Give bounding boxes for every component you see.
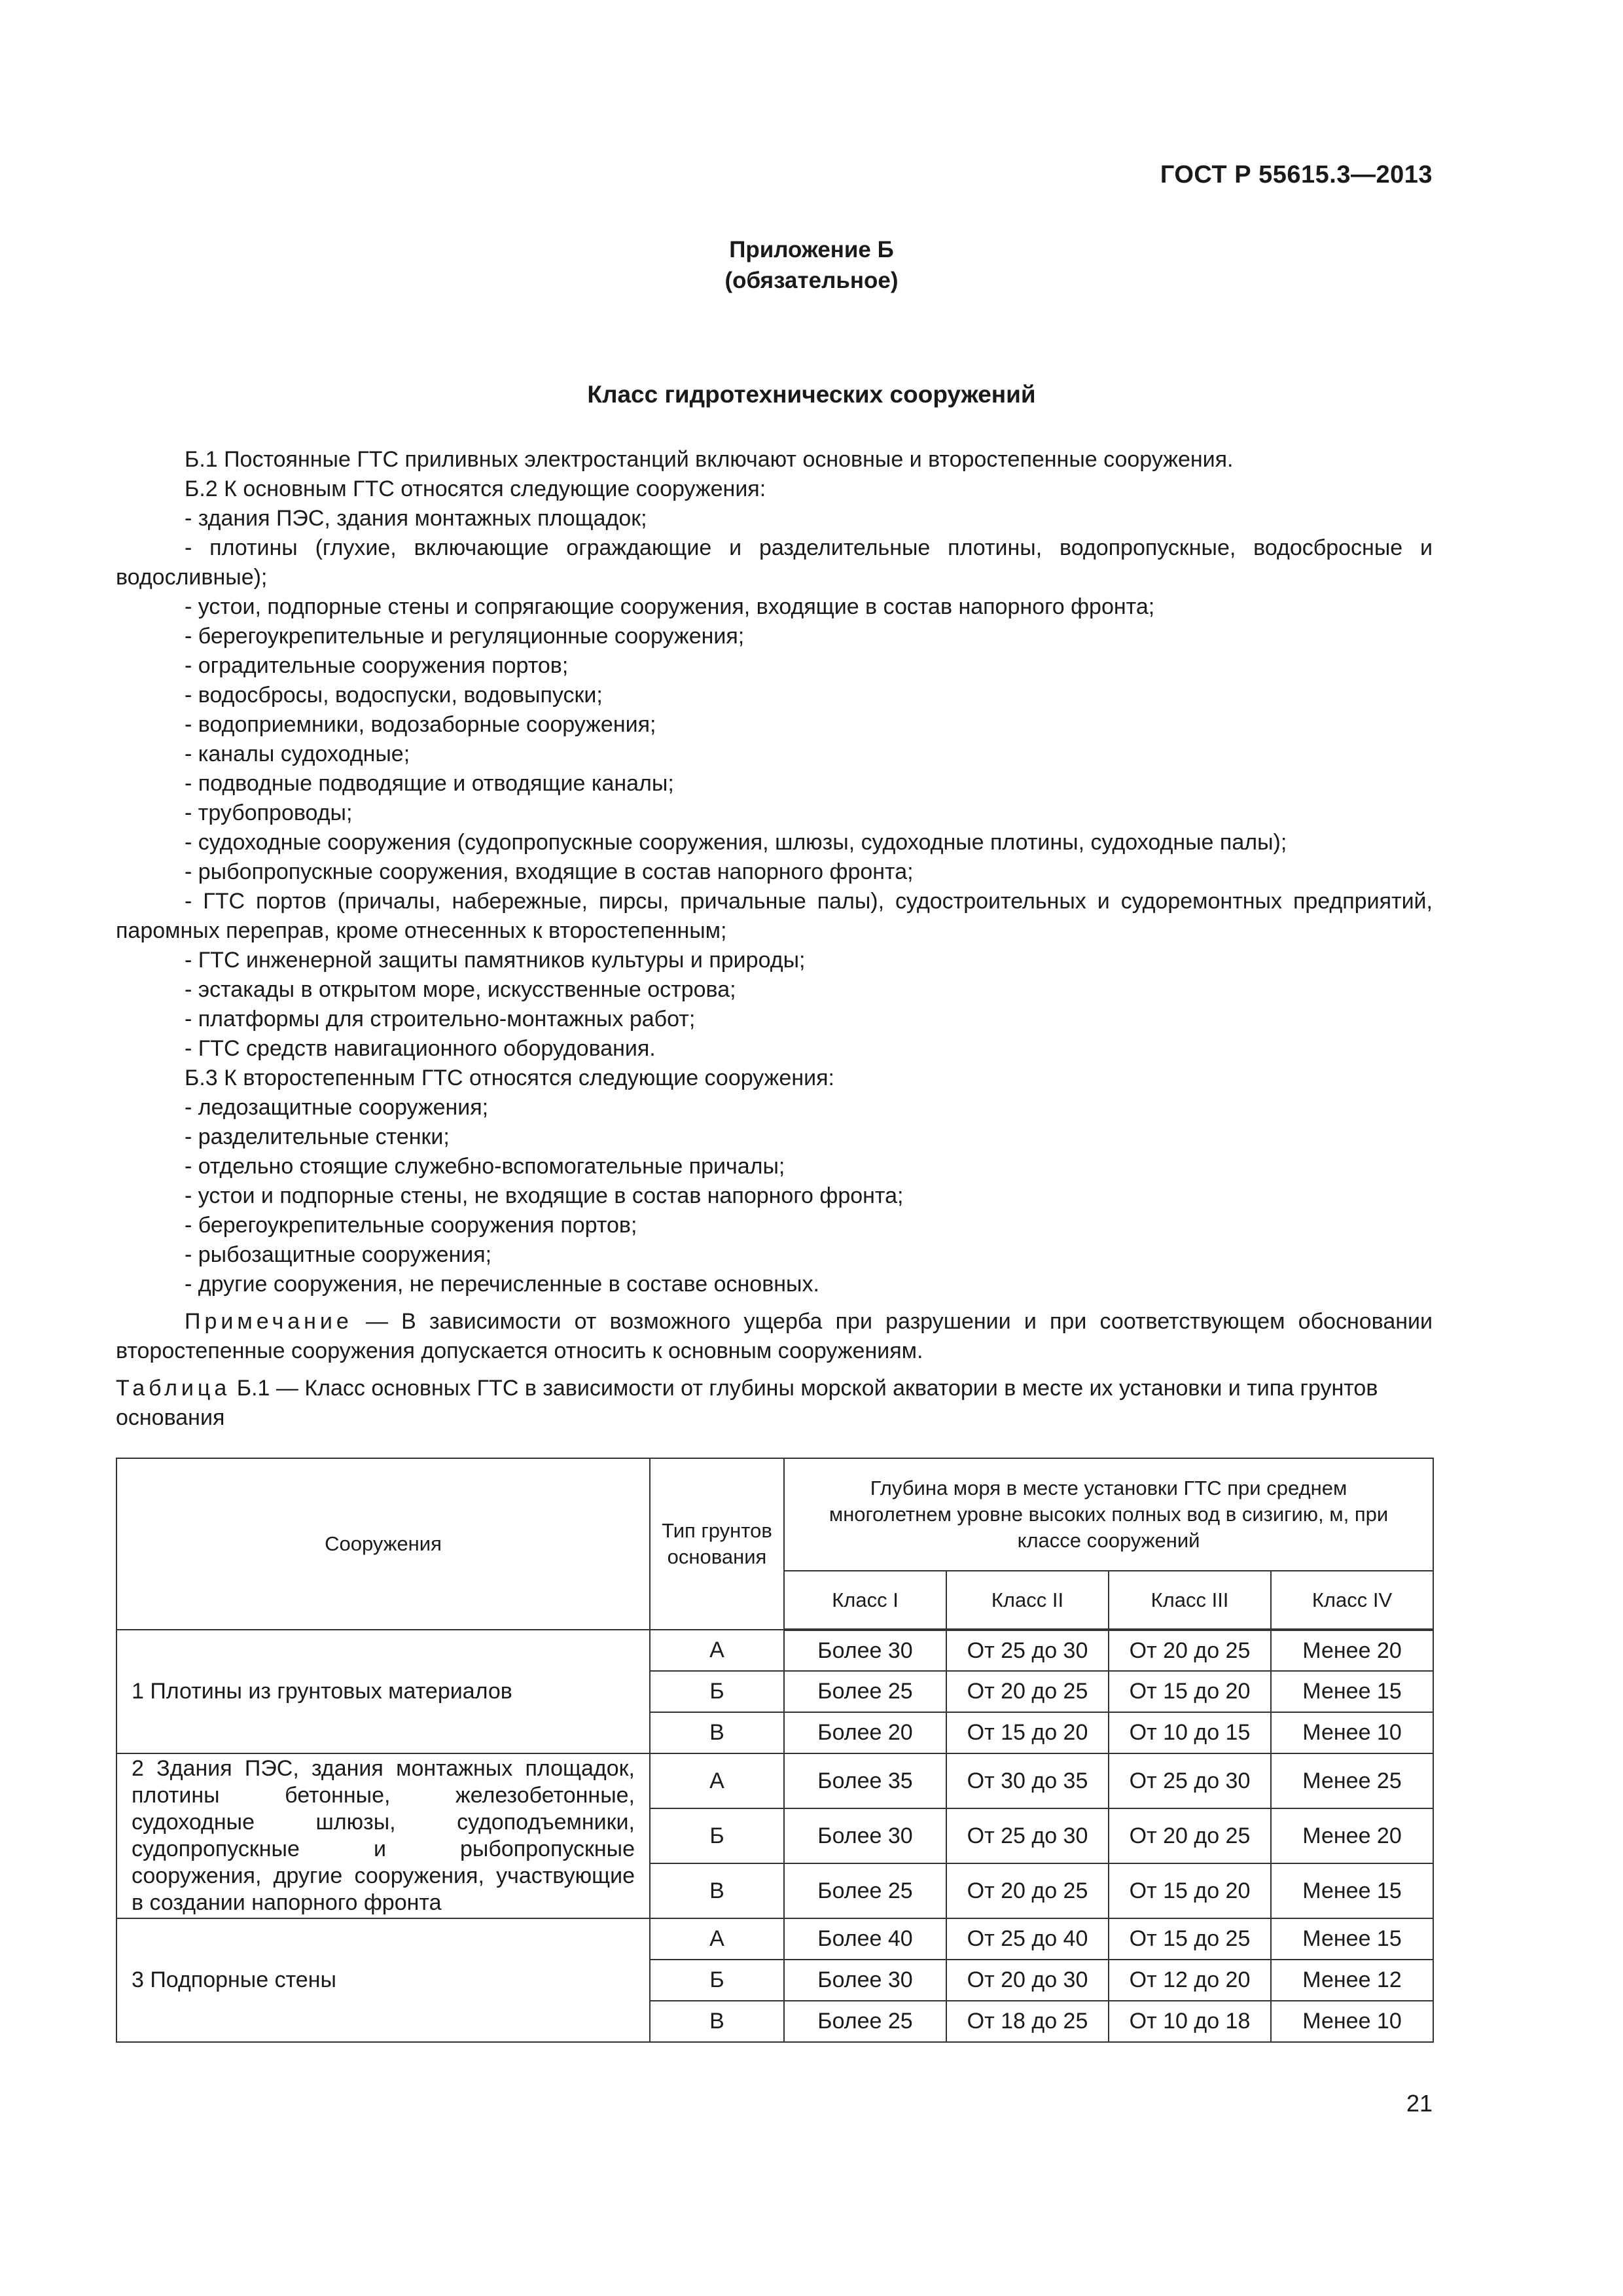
header-soil-type: Тип грунтов основания	[650, 1458, 784, 1630]
structure-name: 3 Подпорные стены	[116, 1918, 650, 2042]
paragraph: - здания ПЭС, здания монтажных площадок;	[185, 506, 647, 531]
page-number: 21	[1406, 2090, 1433, 2117]
soil-type-cell: Б	[650, 1808, 784, 1863]
paragraph: - берегоукрепительные сооружения портов;	[185, 1213, 637, 1238]
header-class-3: Класс III	[1109, 1571, 1271, 1630]
depth-cell: От 20 до 30	[946, 1960, 1109, 2001]
header-class-1: Класс I	[784, 1571, 946, 1630]
paragraph: - судоходные сооружения (судопропускные сооружения, шлюзы, судоходные плотины, судоходные палы);	[185, 830, 1287, 855]
header-class-2: Класс II	[946, 1571, 1109, 1630]
depth-cell: Менее 15	[1271, 1671, 1433, 1712]
soil-type-cell: А	[650, 1918, 784, 1960]
paragraph: Б.3 К второстепенным ГТС относятся следующие сооружения:	[185, 1066, 834, 1090]
note-label: Примечание	[185, 1309, 353, 1334]
depth-cell: Менее 10	[1271, 1712, 1433, 1753]
depth-cell: От 25 до 30	[946, 1808, 1109, 1863]
paragraph: - разделительные стенки;	[185, 1124, 450, 1149]
depth-cell: От 20 до 25	[946, 1863, 1109, 1918]
paragraph: - платформы для строительно-монтажных работ;	[185, 1007, 696, 1031]
paragraph: - эстакады в открытом море, искусственные острова;	[185, 977, 736, 1002]
paragraph: Б.1 Постоянные ГТС приливных электростанций включают основные и второстепенные сооружения.	[185, 447, 1234, 472]
depth-cell: От 10 до 15	[1109, 1712, 1271, 1753]
table-caption-label: Таблица	[116, 1376, 231, 1401]
depth-cell: От 10 до 18	[1109, 2001, 1271, 2042]
depth-cell: Более 25	[784, 1671, 946, 1712]
paragraph: - ледозащитные сооружения;	[185, 1095, 489, 1120]
paragraph: - оградительные сооружения портов;	[185, 653, 569, 678]
paragraph: - каналы судоходные;	[185, 742, 410, 766]
table-caption-text: Б.1 — Класс основных ГТС в зависимости от глубины морской акватории в месте их установки и типа грунтов основания	[116, 1376, 1378, 1430]
depth-cell: От 25 до 30	[946, 1630, 1109, 1671]
depth-cell: Более 30	[784, 1630, 946, 1671]
depth-cell: От 20 до 25	[946, 1671, 1109, 1712]
appendix-status: (обязательное)	[724, 268, 899, 293]
depth-cell: Более 25	[784, 1863, 946, 1918]
depth-cell: От 25 до 30	[1109, 1753, 1271, 1808]
table-row	[116, 1753, 1433, 1808]
depth-cell: Менее 15	[1271, 1863, 1433, 1918]
depth-cell: От 15 до 25	[1109, 1918, 1271, 1960]
soil-type-cell: В	[650, 1712, 784, 1753]
classification-table	[116, 1458, 1434, 2043]
structure-name: 2 Здания ПЭС, здания монтажных площадок, плотины бетонные, железобетонные, судоходные шлюзы, судоподъемники, судопропускные и рыбопропускные сооружения, другие сооружения, участвующие в создании напорного фронта	[116, 1753, 650, 1918]
paragraph: Б.2 К основным ГТС относятся следующие сооружения:	[185, 476, 766, 501]
depth-cell: От 12 до 20	[1109, 1960, 1271, 2001]
depth-cell: Более 35	[784, 1753, 946, 1808]
paragraph: - ГТС инженерной защиты памятников культуры и природы;	[185, 948, 806, 973]
depth-cell: Менее 20	[1271, 1808, 1433, 1863]
note-text: — В зависимости от возможного ущерба при разрушении и при соответствующем обосновании второстепенные сооружения допускается относить к основным сооружениям.	[116, 1309, 1433, 1363]
table-row	[116, 1918, 1433, 1960]
depth-cell: Более 25	[784, 2001, 946, 2042]
paragraph: - рыбопропускные сооружения, входящие в состав напорного фронта;	[185, 859, 914, 884]
section-title: Класс гидротехнических сооружений	[587, 381, 1036, 408]
paragraph: - ГТС средств навигационного оборудования.	[185, 1036, 656, 1061]
soil-type-cell: В	[650, 1863, 784, 1918]
depth-cell: От 20 до 25	[1109, 1630, 1271, 1671]
structure-name: 1 Плотины из грунтовых материалов	[116, 1630, 650, 1753]
paragraph: - ГТС портов (причалы, набережные, пирсы, причальные палы), судостроительных и судоремонтных предприятий, паромных переправ, кроме отнесенных к второстепенным;	[116, 889, 1433, 943]
depth-cell: Менее 15	[1271, 1918, 1433, 1960]
soil-type-cell: А	[650, 1630, 784, 1671]
note	[116, 1307, 1433, 1366]
header-class-4: Класс IV	[1271, 1571, 1433, 1630]
paragraph-list	[116, 445, 1433, 1299]
paragraph: - рыбозащитные сооружения;	[185, 1242, 492, 1267]
depth-cell: Более 30	[784, 1960, 946, 2001]
depth-cell: От 15 до 20	[1109, 1671, 1271, 1712]
soil-type-cell: В	[650, 2001, 784, 2042]
appendix-title: Приложение Б	[729, 237, 894, 262]
depth-cell: От 30 до 35	[946, 1753, 1109, 1808]
document-code: ГОСТ Р 55615.3—2013	[1160, 161, 1433, 188]
header-structures: Сооружения	[116, 1458, 650, 1630]
depth-cell: Более 20	[784, 1712, 946, 1753]
paragraph: - другие сооружения, не перечисленные в составе основных.	[185, 1272, 819, 1297]
appendix-heading	[0, 234, 1623, 296]
header-depth: Глубина моря в месте установки ГТС при среднем многолетнем уровне высоких полных вод в сизигию, м, при классе сооружений	[784, 1458, 1433, 1571]
soil-type-cell: А	[650, 1753, 784, 1808]
depth-cell: От 15 до 20	[946, 1712, 1109, 1753]
paragraph: - трубопроводы;	[185, 800, 353, 825]
depth-cell: Менее 12	[1271, 1960, 1433, 2001]
depth-cell: Менее 25	[1271, 1753, 1433, 1808]
depth-cell: От 18 до 25	[946, 2001, 1109, 2042]
soil-type-cell: Б	[650, 1671, 784, 1712]
paragraph: - берегоукрепительные и регуляционные сооружения;	[185, 624, 745, 649]
body-text	[116, 445, 1433, 1433]
table-row	[116, 1630, 1433, 1671]
paragraph: - отдельно стоящие служебно-вспомогательные причалы;	[185, 1154, 785, 1179]
depth-cell: От 20 до 25	[1109, 1808, 1271, 1863]
depth-cell: От 25 до 40	[946, 1918, 1109, 1960]
paragraph: - водосбросы, водоспуски, водовыпуски;	[185, 683, 603, 708]
table-caption	[116, 1374, 1433, 1433]
soil-type-cell: Б	[650, 1960, 784, 2001]
paragraph: - устои и подпорные стены, не входящие в состав напорного фронта;	[185, 1183, 904, 1208]
depth-cell: Более 30	[784, 1808, 946, 1863]
paragraph: - плотины (глухие, включающие ограждающие и разделительные плотины, водопропускные, водосбросные и водосливные);	[116, 535, 1433, 590]
paragraph: - устои, подпорные стены и сопрягающие сооружения, входящие в состав напорного фронта;	[185, 594, 1155, 619]
paragraph: - подводные подводящие и отводящие каналы;	[185, 771, 674, 796]
depth-cell: От 15 до 20	[1109, 1863, 1271, 1918]
depth-cell: Менее 10	[1271, 2001, 1433, 2042]
table-body	[116, 1630, 1433, 2042]
paragraph: - водоприемники, водозаборные сооружения;	[185, 712, 656, 737]
depth-cell: Менее 20	[1271, 1630, 1433, 1671]
depth-cell: Более 40	[784, 1918, 946, 1960]
